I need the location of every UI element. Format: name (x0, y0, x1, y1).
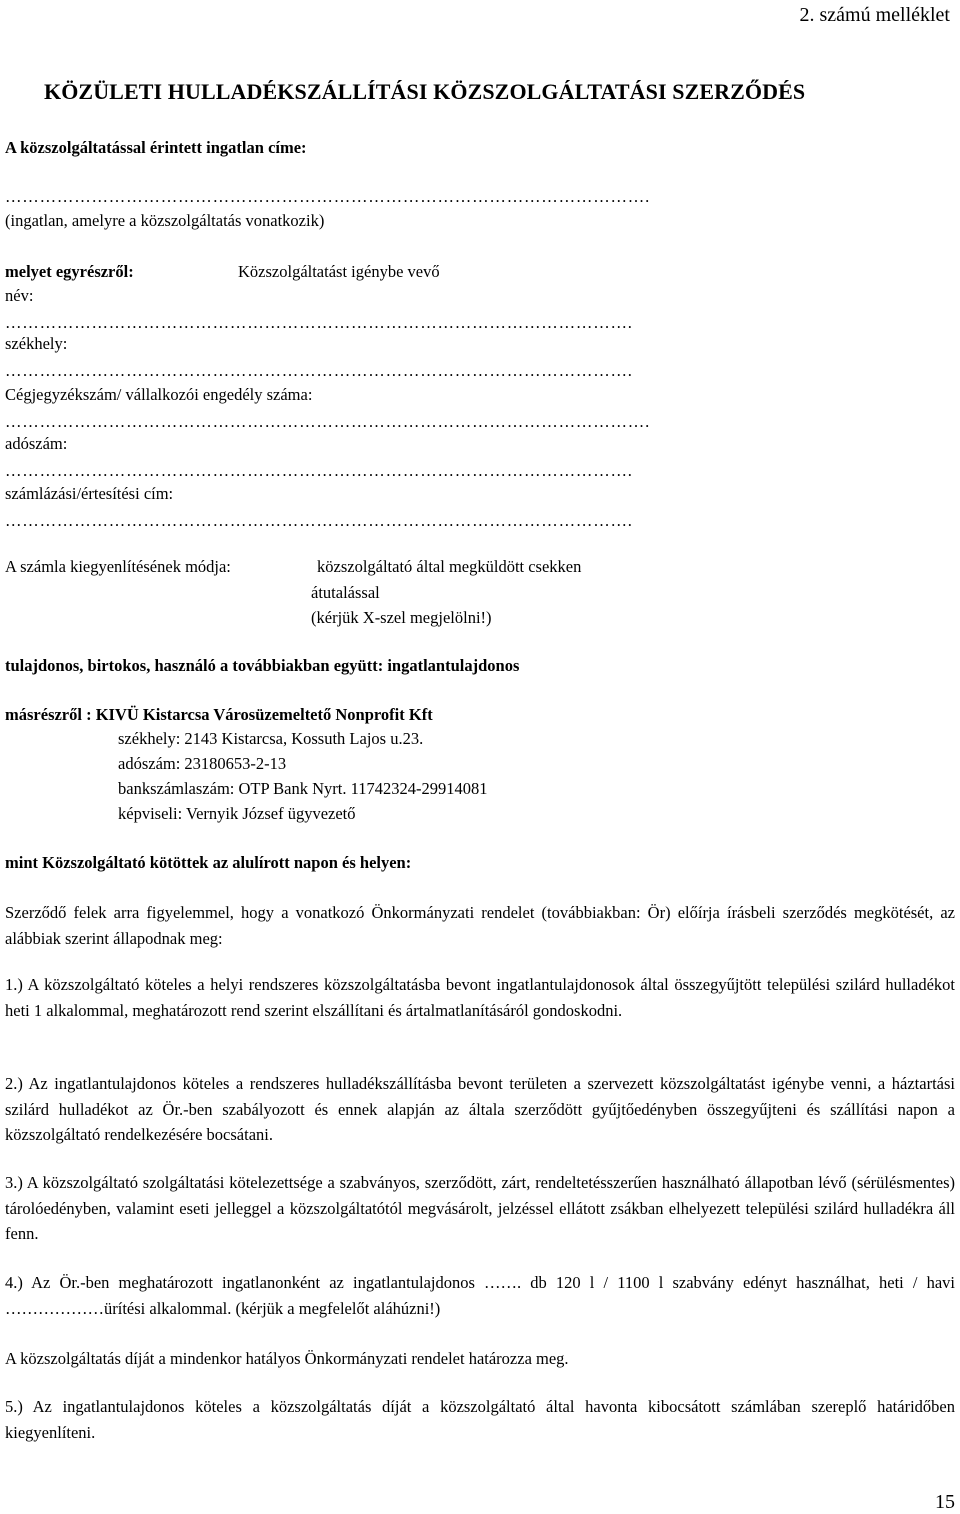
name-label: név: (5, 286, 34, 305)
paragraph-3: 3.) A közszolgáltató szolgáltatási kötelezettsége a szabványos, szerződött, zárt, rendeltetésszerűen használható állapotban lévő (sérülésmentes) tárolóedényben, valamint eseti jelleggel a közszolgáltatótól megvásárolt, jelzéssel ellátott zsákban elhelyezett települési szilárd hulladékra áll fenn. (5, 1173, 955, 1243)
payment-note: (kérjük X-szel megjelölni!) (311, 608, 492, 627)
paragraph-fee: A közszolgáltatás díját a mindenkor hatályos Önkormányzati rendelet határozza meg. (5, 1349, 569, 1368)
seat-label: székhely: (5, 334, 68, 353)
party2-intro: másrészről : KIVÜ Kistarcsa Városüzemeltető Nonprofit Kft (5, 705, 433, 724)
page-number: 15 (935, 1491, 955, 1513)
property-note: (ingatlan, amelyre a közszolgáltatás vonatkozik) (5, 211, 325, 230)
party1-intro: melyet egyrészről: (5, 262, 134, 281)
owner-definition: tulajdonos, birtokos, használó a továbbiakban együtt: ingatlantulajdonos (5, 656, 520, 675)
party2-bank: bankszámlaszám: OTP Bank Nyrt. 11742324-29914081 (118, 779, 488, 798)
name-dots: ………………………………………………………………………………………………. (5, 313, 633, 332)
paragraph-2: 2.) Az ingatlantulajdonos köteles a rendszeres hulladékszállításba bevont területen a szervezett közszolgáltatást igénybe venni, a háztartási szilárd hulladékot az Ör.-ben szabályozott és ennek alapján az általa szerződött gyűjtőedényben összegyűjteni és szállítási napon a közszolgáltató rendelkezésére bocsátani. (5, 1074, 955, 1144)
paragraph-5: 5.) Az ingatlantulajdonos köteles a közszolgáltatás díját a közszolgáltató által havonta kibocsátott számlában szereplő határidőben kiegyenlíteni. (5, 1397, 955, 1442)
registry-label: Cégjegyzékszám/ vállalkozói engedély száma: (5, 385, 313, 404)
tax-dots: ………………………………………………………………………………………………. (5, 461, 633, 480)
party2-tax: adószám: 23180653-2-13 (118, 754, 287, 773)
party1-role: Közszolgáltatást igénybe vevő (238, 262, 440, 281)
seat-dots: ………………………………………………………………………………………………. (5, 361, 633, 380)
property-label: A közszolgáltatással érintett ingatlan címe: (5, 138, 307, 157)
annex-label: 2. számú melléklet (799, 4, 950, 26)
registry-dots: …………………………………………………………………………………………………. (5, 412, 651, 431)
property-dots: …………………………………………………………………………………………………. (5, 187, 651, 206)
paragraph-1: 1.) A közszolgáltató köteles a helyi rendszeres közszolgáltatásba bevont ingatlantulajdonosok által összegyűjtött települési szilárd hulladékot heti 1 alkalommal, meghatározott rend szerint elszállítani és ártalmatlanításáról gondoskodni. (5, 975, 955, 1020)
party2-seat: székhely: 2143 Kistarcsa, Kossuth Lajos u.23. (118, 729, 424, 748)
document-title: KÖZÜLETI HULLADÉKSZÁLLÍTÁSI KÖZSZOLGÁLTATÁSI SZERZŐDÉS (44, 79, 806, 104)
tax-label: adószám: (5, 434, 68, 453)
payment-option-transfer: átutalással (311, 583, 380, 602)
party2-representative: képviseli: Vernyik József ügyvezető (118, 804, 356, 823)
billing-dots: ………………………………………………………………………………………………. (5, 511, 633, 530)
paragraph-4: 4.) Az Ör.-ben meghatározott ingatlanonként az ingatlantulajdonos ……. db 120 l / 1100 l szabvány edényt használhat, heti / havi ………………ürítési alkalommal. (kérjük a megfelelőt aláhúzni!) (5, 1273, 955, 1318)
billing-label: számlázási/értesítési cím: (5, 484, 174, 503)
agreement-line: mint Közszolgáltató kötöttek az alulírott napon és helyen: (5, 853, 412, 872)
paragraph-preamble: Szerződő felek arra figyelemmel, hogy a vonatkozó Önkormányzati rendelet (továbbiakban: Ör) előírja írásbeli szerződés megkötését, az alábbiak szerint állapodnak meg: (5, 903, 955, 948)
payment-label: A számla kiegyenlítésének módja: (5, 557, 231, 576)
payment-option-cheque: közszolgáltató által megküldött csekken (317, 557, 582, 576)
